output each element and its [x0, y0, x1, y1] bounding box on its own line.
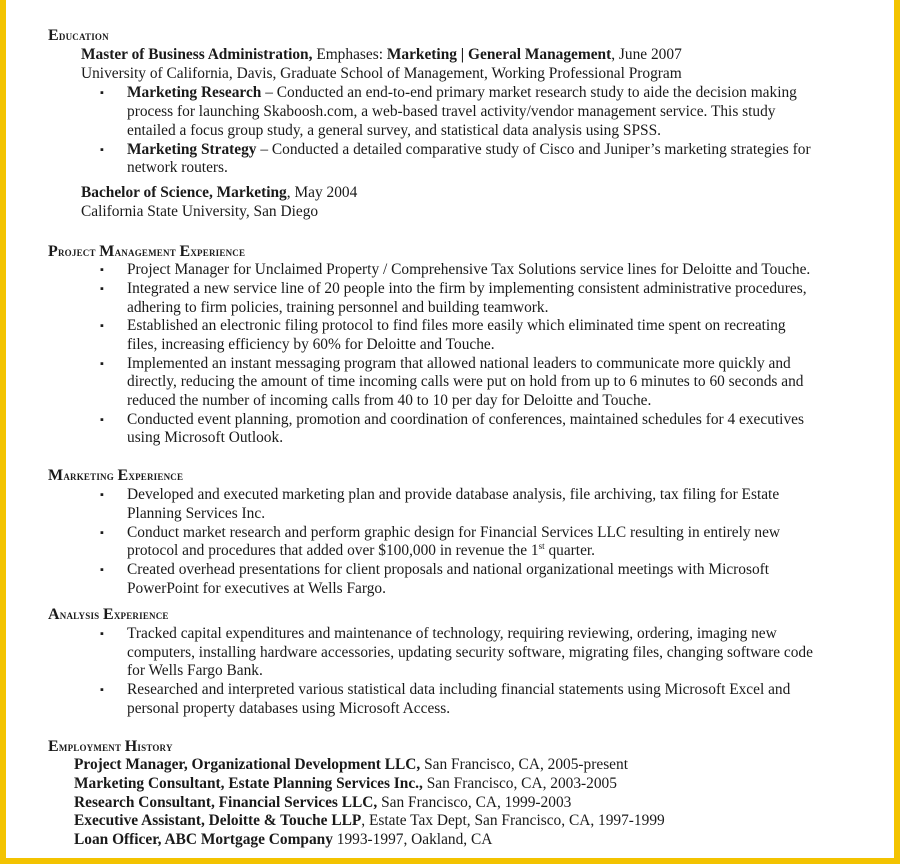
marketing-item: Developed and executed marketing plan and provide database analysis, file archiving, tax filing for Estate	[127, 486, 780, 503]
project-item-cont: using Microsoft Outlook.	[127, 429, 284, 446]
job-details: 1993-1997, Oakland, CA	[332, 831, 493, 848]
project-heading: Project Management Experience	[48, 243, 246, 260]
job-details: San Francisco, CA, 1999-2003	[377, 794, 572, 811]
bullet-icon: ▪	[100, 628, 104, 640]
project-item: Integrated a new service line of 20 people into the firm by implementing consistent administrative procedures,	[127, 280, 807, 297]
analysis-item-cont: personal property databases using Microsoft Access.	[127, 700, 451, 717]
project-item: Conducted event planning, promotion and coordination of conferences, maintained schedules for 4 executives	[127, 411, 804, 428]
job-details: San Francisco, CA, 2003-2005	[422, 775, 617, 792]
analysis-heading: Analysis Experience	[48, 606, 169, 623]
job-entry	[74, 812, 665, 831]
marketing-item: Conduct market research and perform graphic design for Financial Services LLC resulting in entirely new	[127, 524, 781, 541]
mba-item-strategy	[127, 141, 811, 160]
analysis-item: Tracked capital expenditures and maintenance of technology, requiring reviewing, ordering, imaging new	[127, 625, 777, 642]
job-details: , Estate Tax Dept, San Francisco, CA, 1997-1999	[361, 812, 665, 829]
marketing-text: protocol and procedures that added over $100,000 in revenue the 1	[127, 542, 539, 559]
job-title: Loan Officer, ABC Mortgage Company	[74, 831, 333, 848]
project-item: Established an electronic filing protocol to find files more easily which eliminated time spent on recreating	[127, 317, 786, 334]
bullet-icon: ▪	[100, 414, 104, 426]
mba-item-text: process for launching Skaboosh.com, a web-based travel activity/vendor management service. This study	[127, 103, 776, 120]
marketing-item-cont	[127, 542, 595, 561]
project-item-cont: directly, reducing the amount of time incoming calls were put on hold from up to 6 minutes to 60 seconds and	[127, 373, 804, 390]
mba-emphases: Marketing | General Management	[386, 46, 612, 63]
education-heading: Education	[48, 27, 109, 44]
project-item: Implemented an instant messaging program that allowed national leaders to communicate more quickly and	[127, 355, 791, 372]
bs-school: California State University, San Diego	[81, 203, 319, 220]
employment-heading: Employment History	[48, 738, 173, 755]
job-title: Project Manager, Organizational Development LLC,	[74, 756, 421, 773]
mba-item-text: network routers.	[127, 159, 228, 176]
project-item: Project Manager for Unclaimed Property / Comprehensive Tax Solutions service lines for Deloitte and Touche.	[127, 261, 811, 278]
bullet-icon: ▪	[100, 684, 104, 696]
bullet-icon: ▪	[100, 87, 104, 99]
bs-date: , May 2004	[286, 184, 358, 201]
project-item-cont: adhering to firm policies, training personnel and building teamwork.	[127, 299, 549, 316]
job-entry	[74, 831, 492, 850]
mba-item-text: entailed a focus group study, a general survey, and statistical data analysis using SPSS.	[127, 122, 662, 139]
bs-degree-line	[81, 184, 357, 203]
bullet-icon: ▪	[100, 320, 104, 332]
bullet-icon: ▪	[100, 283, 104, 295]
job-title: Marketing Consultant, Estate Planning Services Inc.,	[74, 775, 423, 792]
job-title: Research Consultant, Financial Services LLC,	[74, 794, 378, 811]
marketing-item-cont: Planning Services Inc.	[127, 505, 266, 522]
job-entry	[74, 775, 617, 794]
bullet-icon: ▪	[100, 489, 104, 501]
analysis-item-cont: for Wells Fargo Bank.	[127, 662, 263, 679]
marketing-item: Created overhead presentations for client proposals and national organizational meetings with Microsoft	[127, 561, 770, 578]
analysis-item: Researched and interpreted various statistical data including financial statements using Microsoft Excel and	[127, 681, 791, 698]
job-entry	[74, 794, 571, 813]
mba-degree-line	[81, 46, 682, 65]
marketing-heading: Marketing Experience	[48, 467, 184, 484]
bullet-icon: ▪	[100, 564, 104, 576]
analysis-item-cont: computers, installing hardware accessories, updating security software, migrating files, changing software code	[127, 644, 813, 661]
marketing-text: quarter.	[544, 542, 596, 559]
bullet-icon: ▪	[100, 358, 104, 370]
job-details: San Francisco, CA, 2005-present	[420, 756, 628, 773]
mba-emphases-label: Emphases:	[316, 46, 383, 63]
bullet-icon: ▪	[100, 264, 104, 276]
mba-item-text: – Conducted a detailed comparative study of Cisco and Juniper’s marketing strategies for	[256, 141, 811, 158]
job-entry	[74, 756, 628, 775]
ordinal-superscript: st	[538, 540, 545, 551]
mba-item-text: – Conducted an end-to-end primary market research study to aide the decision making	[261, 84, 797, 101]
project-item-cont: files, increasing efficiency by 60% for Deloitte and Touche.	[127, 336, 495, 353]
bullet-icon: ▪	[100, 144, 104, 156]
marketing-item-cont: PowerPoint for executives at Wells Fargo.	[127, 580, 386, 597]
mba-date: , June 2007	[611, 46, 682, 63]
bullet-icon: ▪	[100, 527, 104, 539]
resume-page	[6, 0, 894, 858]
mba-item-research	[127, 84, 797, 103]
mba-degree: Master of Business Administration,	[81, 46, 313, 63]
mba-school: University of California, Davis, Graduate School of Management, Working Professional Program	[81, 65, 682, 82]
project-item-cont: reduced the number of incoming calls from 40 to 10 per day for Deloitte and Touche.	[127, 392, 652, 409]
job-title: Executive Assistant, Deloitte & Touche LLP	[74, 812, 362, 829]
mba-item-title: Marketing Strategy	[127, 141, 257, 158]
mba-item-title: Marketing Research	[127, 84, 262, 101]
bs-degree: Bachelor of Science, Marketing	[81, 184, 287, 201]
